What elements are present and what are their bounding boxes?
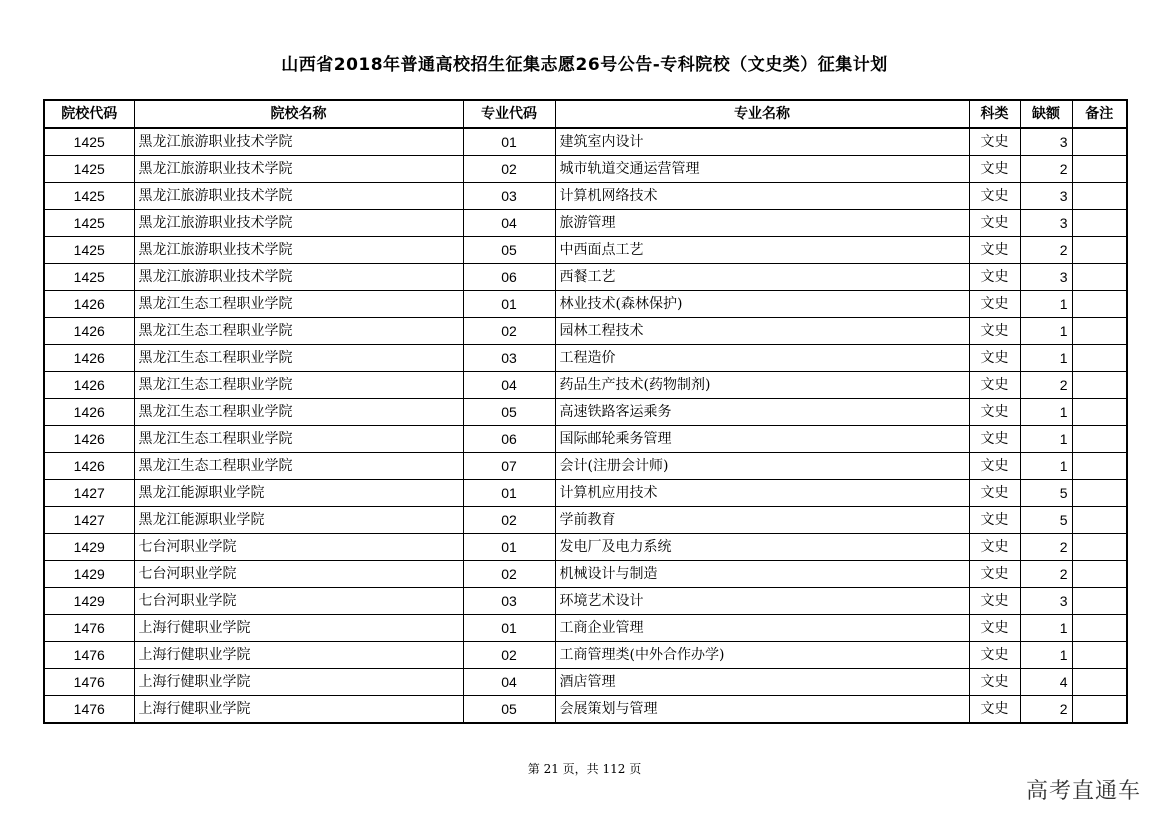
cell-school-name: 黑龙江旅游职业技术学院 — [134, 156, 463, 183]
table-row — [44, 264, 1127, 291]
table-row — [44, 588, 1127, 615]
cell-vacancy: 4 — [1020, 669, 1072, 696]
cell-school-code: 1425 — [44, 156, 134, 183]
cell-major-code: 03 — [463, 588, 555, 615]
cell-school-code: 1426 — [44, 399, 134, 426]
cell-major-code: 02 — [463, 561, 555, 588]
cell-major-code: 07 — [463, 453, 555, 480]
table-row — [44, 561, 1127, 588]
table-row — [44, 453, 1127, 480]
cell-category: 文史 — [969, 588, 1020, 615]
cell-vacancy: 3 — [1020, 588, 1072, 615]
cell-school-code: 1426 — [44, 345, 134, 372]
cell-vacancy: 2 — [1020, 156, 1072, 183]
cell-school-name: 上海行健职业学院 — [134, 642, 463, 669]
cell-category: 文史 — [969, 426, 1020, 453]
cell-school-name: 黑龙江旅游职业技术学院 — [134, 264, 463, 291]
cell-major-name: 发电厂及电力系统 — [555, 534, 969, 561]
cell-remark — [1072, 588, 1127, 615]
cell-major-code: 04 — [463, 372, 555, 399]
cell-school-name: 黑龙江旅游职业技术学院 — [134, 210, 463, 237]
cell-major-name: 机械设计与制造 — [555, 561, 969, 588]
header-vacancy: 缺额 — [1020, 100, 1072, 128]
cell-school-code: 1425 — [44, 264, 134, 291]
cell-remark — [1072, 696, 1127, 724]
table-row — [44, 696, 1127, 724]
cell-school-code: 1425 — [44, 128, 134, 156]
table-header-row — [44, 100, 1127, 128]
cell-category: 文史 — [969, 372, 1020, 399]
cell-school-name: 上海行健职业学院 — [134, 696, 463, 724]
cell-school-code: 1425 — [44, 183, 134, 210]
cell-school-name: 黑龙江生态工程职业学院 — [134, 453, 463, 480]
cell-major-code: 01 — [463, 534, 555, 561]
cell-vacancy: 1 — [1020, 318, 1072, 345]
cell-major-name: 建筑室内设计 — [555, 128, 969, 156]
cell-school-code: 1476 — [44, 669, 134, 696]
cell-category: 文史 — [969, 318, 1020, 345]
cell-school-name: 七台河职业学院 — [134, 588, 463, 615]
cell-category: 文史 — [969, 507, 1020, 534]
table-row — [44, 669, 1127, 696]
cell-category: 文史 — [969, 669, 1020, 696]
cell-school-name: 黑龙江能源职业学院 — [134, 507, 463, 534]
cell-remark — [1072, 128, 1127, 156]
cell-remark — [1072, 453, 1127, 480]
table-row — [44, 291, 1127, 318]
cell-school-code: 1476 — [44, 696, 134, 724]
table-row — [44, 372, 1127, 399]
cell-remark — [1072, 669, 1127, 696]
cell-major-name: 园林工程技术 — [555, 318, 969, 345]
cell-category: 文史 — [969, 453, 1020, 480]
cell-vacancy: 3 — [1020, 128, 1072, 156]
table-row — [44, 128, 1127, 156]
table-row — [44, 156, 1127, 183]
cell-vacancy: 1 — [1020, 345, 1072, 372]
cell-major-code: 03 — [463, 345, 555, 372]
cell-major-name: 酒店管理 — [555, 669, 969, 696]
table-row — [44, 642, 1127, 669]
cell-category: 文史 — [969, 210, 1020, 237]
cell-school-name: 黑龙江旅游职业技术学院 — [134, 183, 463, 210]
cell-remark — [1072, 183, 1127, 210]
cell-major-name: 会展策划与管理 — [555, 696, 969, 724]
cell-category: 文史 — [969, 291, 1020, 318]
cell-school-code: 1426 — [44, 372, 134, 399]
cell-category: 文史 — [969, 345, 1020, 372]
cell-major-name: 会计(注册会计师) — [555, 453, 969, 480]
cell-school-name: 黑龙江生态工程职业学院 — [134, 426, 463, 453]
cell-school-code: 1426 — [44, 291, 134, 318]
cell-major-code: 05 — [463, 399, 555, 426]
cell-major-name: 工商企业管理 — [555, 615, 969, 642]
cell-remark — [1072, 534, 1127, 561]
cell-remark — [1072, 237, 1127, 264]
cell-vacancy: 5 — [1020, 480, 1072, 507]
cell-remark — [1072, 615, 1127, 642]
cell-major-name: 国际邮轮乘务管理 — [555, 426, 969, 453]
cell-school-name: 黑龙江能源职业学院 — [134, 480, 463, 507]
table-row — [44, 345, 1127, 372]
cell-remark — [1072, 345, 1127, 372]
cell-remark — [1072, 210, 1127, 237]
cell-major-name: 学前教育 — [555, 507, 969, 534]
cell-remark — [1072, 507, 1127, 534]
table-row — [44, 480, 1127, 507]
cell-major-code: 02 — [463, 156, 555, 183]
cell-vacancy: 2 — [1020, 237, 1072, 264]
cell-remark — [1072, 291, 1127, 318]
cell-major-name: 中西面点工艺 — [555, 237, 969, 264]
cell-school-code: 1427 — [44, 507, 134, 534]
cell-major-name: 工程造价 — [555, 345, 969, 372]
cell-vacancy: 1 — [1020, 642, 1072, 669]
cell-school-name: 上海行健职业学院 — [134, 615, 463, 642]
cell-school-name: 黑龙江旅游职业技术学院 — [134, 128, 463, 156]
cell-school-code: 1429 — [44, 588, 134, 615]
header-category: 科类 — [969, 100, 1020, 128]
table-row — [44, 507, 1127, 534]
cell-school-name: 黑龙江旅游职业技术学院 — [134, 237, 463, 264]
header-remark: 备注 — [1072, 100, 1127, 128]
cell-vacancy: 2 — [1020, 561, 1072, 588]
cell-category: 文史 — [969, 128, 1020, 156]
table-row — [44, 615, 1127, 642]
cell-remark — [1072, 399, 1127, 426]
cell-remark — [1072, 156, 1127, 183]
cell-category: 文史 — [969, 696, 1020, 724]
table-row — [44, 210, 1127, 237]
cell-remark — [1072, 426, 1127, 453]
cell-category: 文史 — [969, 534, 1020, 561]
cell-category: 文史 — [969, 561, 1020, 588]
table-row — [44, 237, 1127, 264]
cell-major-name: 工商管理类(中外合作办学) — [555, 642, 969, 669]
cell-major-name: 西餐工艺 — [555, 264, 969, 291]
table-row — [44, 426, 1127, 453]
cell-school-code: 1426 — [44, 453, 134, 480]
table-row — [44, 183, 1127, 210]
cell-school-name: 黑龙江生态工程职业学院 — [134, 318, 463, 345]
cell-major-code: 01 — [463, 480, 555, 507]
cell-major-name: 药品生产技术(药物制剂) — [555, 372, 969, 399]
cell-vacancy: 3 — [1020, 264, 1072, 291]
header-school-name: 院校名称 — [134, 100, 463, 128]
cell-school-name: 黑龙江生态工程职业学院 — [134, 399, 463, 426]
cell-remark — [1072, 561, 1127, 588]
cell-remark — [1072, 372, 1127, 399]
table-body — [44, 128, 1127, 723]
table-row — [44, 318, 1127, 345]
cell-category: 文史 — [969, 642, 1020, 669]
header-school-code: 院校代码 — [44, 100, 134, 128]
enrollment-plan-table — [43, 99, 1128, 724]
cell-school-code: 1425 — [44, 210, 134, 237]
cell-vacancy: 2 — [1020, 696, 1072, 724]
cell-major-name: 旅游管理 — [555, 210, 969, 237]
cell-vacancy: 5 — [1020, 507, 1072, 534]
cell-major-name: 林业技术(森林保护) — [555, 291, 969, 318]
cell-school-name: 七台河职业学院 — [134, 561, 463, 588]
cell-major-code: 04 — [463, 210, 555, 237]
cell-vacancy: 3 — [1020, 183, 1072, 210]
cell-category: 文史 — [969, 237, 1020, 264]
cell-vacancy: 1 — [1020, 453, 1072, 480]
cell-category: 文史 — [969, 615, 1020, 642]
cell-remark — [1072, 318, 1127, 345]
cell-major-code: 02 — [463, 507, 555, 534]
cell-vacancy: 2 — [1020, 534, 1072, 561]
cell-vacancy: 2 — [1020, 372, 1072, 399]
cell-vacancy: 1 — [1020, 399, 1072, 426]
cell-major-code: 05 — [463, 237, 555, 264]
cell-major-code: 06 — [463, 264, 555, 291]
page-number: 第 21 页，共 112 页 — [527, 762, 642, 776]
cell-vacancy: 1 — [1020, 426, 1072, 453]
cell-category: 文史 — [969, 264, 1020, 291]
cell-major-name: 高速铁路客运乘务 — [555, 399, 969, 426]
table-row — [44, 534, 1127, 561]
cell-major-code: 03 — [463, 183, 555, 210]
cell-school-code: 1427 — [44, 480, 134, 507]
cell-school-code: 1476 — [44, 642, 134, 669]
cell-vacancy: 3 — [1020, 210, 1072, 237]
cell-category: 文史 — [969, 183, 1020, 210]
cell-category: 文史 — [969, 156, 1020, 183]
cell-remark — [1072, 264, 1127, 291]
cell-major-code: 06 — [463, 426, 555, 453]
watermark: 高考直通车 — [1025, 779, 1141, 804]
cell-major-code: 02 — [463, 642, 555, 669]
cell-major-code: 04 — [463, 669, 555, 696]
cell-category: 文史 — [969, 480, 1020, 507]
cell-school-code: 1429 — [44, 534, 134, 561]
cell-vacancy: 1 — [1020, 291, 1072, 318]
cell-school-code: 1426 — [44, 426, 134, 453]
cell-vacancy: 1 — [1020, 615, 1072, 642]
cell-school-name: 七台河职业学院 — [134, 534, 463, 561]
cell-school-name: 黑龙江生态工程职业学院 — [134, 345, 463, 372]
cell-remark — [1072, 642, 1127, 669]
cell-school-name: 上海行健职业学院 — [134, 669, 463, 696]
cell-major-code: 02 — [463, 318, 555, 345]
cell-major-code: 01 — [463, 615, 555, 642]
cell-major-name: 城市轨道交通运营管理 — [555, 156, 969, 183]
cell-school-code: 1425 — [44, 237, 134, 264]
cell-school-name: 黑龙江生态工程职业学院 — [134, 372, 463, 399]
header-major-name: 专业名称 — [555, 100, 969, 128]
cell-school-name: 黑龙江生态工程职业学院 — [134, 291, 463, 318]
table-row — [44, 399, 1127, 426]
cell-school-code: 1476 — [44, 615, 134, 642]
page-title: 山西省2018年普通高校招生征集志愿26号公告-专科院校（文史类）征集计划 — [281, 55, 888, 75]
cell-major-code: 05 — [463, 696, 555, 724]
cell-major-name: 计算机网络技术 — [555, 183, 969, 210]
cell-school-code: 1426 — [44, 318, 134, 345]
cell-major-code: 01 — [463, 291, 555, 318]
cell-major-name: 计算机应用技术 — [555, 480, 969, 507]
header-major-code: 专业代码 — [463, 100, 555, 128]
cell-school-code: 1429 — [44, 561, 134, 588]
cell-major-name: 环境艺术设计 — [555, 588, 969, 615]
cell-category: 文史 — [969, 399, 1020, 426]
cell-remark — [1072, 480, 1127, 507]
cell-major-code: 01 — [463, 128, 555, 156]
